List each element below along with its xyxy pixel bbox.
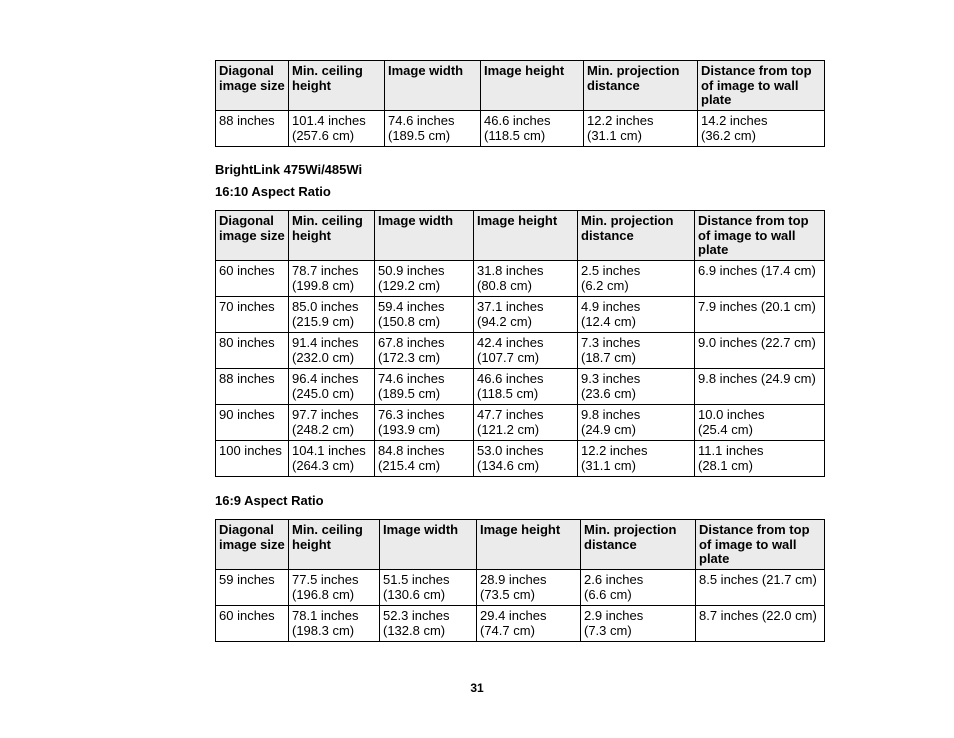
cell-text: (94.2 cm)	[477, 313, 532, 329]
table-header-row	[216, 61, 825, 111]
cell-text: (36.2 cm)	[701, 127, 756, 143]
cell-text: 51.5 inches	[383, 572, 450, 587]
header-min-projection-distance: Min. projection distance	[578, 211, 695, 261]
cell-text: 78.1 inches	[292, 608, 359, 623]
cell-text: 88 inches	[219, 371, 275, 386]
cell-text: 46.6 inches	[477, 371, 544, 386]
cell-text: 14.2 inches	[701, 113, 768, 128]
table-cell	[289, 441, 375, 477]
cell-text: 52.3 inches	[383, 608, 450, 623]
table-cell	[584, 111, 698, 147]
table-cell	[216, 333, 289, 369]
table-cell	[578, 405, 695, 441]
section-title-16-9: 16:9 Aspect Ratio	[215, 493, 324, 508]
table-cell	[474, 405, 578, 441]
table-cell	[695, 405, 825, 441]
table-cell	[375, 333, 474, 369]
table-row	[216, 405, 825, 441]
cell-text: 2.9 inches	[584, 608, 644, 623]
table-cell	[578, 297, 695, 333]
cell-text: (31.1 cm)	[581, 457, 636, 473]
table-cell	[375, 297, 474, 333]
cell-text: (134.6 cm)	[477, 457, 540, 473]
table-cell	[289, 570, 380, 606]
cell-text: (28.1 cm)	[698, 457, 753, 473]
header-distance-to-wall-plate: Distance from top of image to wall plate	[698, 61, 825, 111]
table-cell	[375, 405, 474, 441]
cell-text: 100 inches	[219, 443, 282, 458]
cell-text: 7.3 inches	[581, 335, 641, 350]
cell-text: 12.2 inches	[581, 443, 648, 458]
cell-text: 97.7 inches	[292, 407, 359, 422]
table-cell	[289, 333, 375, 369]
model-heading: BrightLink 475Wi/485Wi	[215, 162, 363, 177]
cell-text: 10.0 inches	[698, 407, 765, 422]
cell-text: (172.3 cm)	[378, 349, 441, 365]
table-cell	[581, 606, 696, 642]
cell-text: 7.9 inches (20.1 cm)	[698, 299, 816, 314]
cell-text: 91.4 inches	[292, 335, 359, 350]
cell-text: 28.9 inches	[480, 572, 547, 587]
table-cell	[216, 570, 289, 606]
table-cell	[696, 570, 825, 606]
header-diagonal-image-size: Diagonal image size	[216, 61, 289, 111]
cell-text: 59 inches	[219, 572, 275, 587]
cell-text: 74.6 inches	[388, 113, 455, 128]
cell-text: (80.8 cm)	[477, 277, 532, 293]
header-image-width: Image width	[385, 61, 481, 111]
table-cell	[481, 111, 584, 147]
table-cell	[474, 261, 578, 297]
cell-text: 31.8 inches	[477, 263, 544, 278]
throw-distance-table-16-9	[215, 519, 825, 642]
table-header-row	[216, 211, 825, 261]
table-cell	[474, 333, 578, 369]
table-cell	[695, 333, 825, 369]
cell-text: 74.6 inches	[378, 371, 445, 386]
header-image-width: Image width	[375, 211, 474, 261]
table-row	[216, 441, 825, 477]
table-cell	[375, 261, 474, 297]
header-min-ceiling-height: Min. ceiling height	[289, 520, 380, 570]
cell-text: (73.5 cm)	[480, 586, 535, 602]
cell-text: (18.7 cm)	[581, 349, 636, 365]
header-min-ceiling-height: Min. ceiling height	[289, 61, 385, 111]
cell-text: 9.3 inches	[581, 371, 641, 386]
cell-text: (23.6 cm)	[581, 385, 636, 401]
cell-text: (248.2 cm)	[292, 421, 355, 437]
cell-text: (6.6 cm)	[584, 586, 632, 602]
table-cell	[216, 606, 289, 642]
header-min-ceiling-height: Min. ceiling height	[289, 211, 375, 261]
cell-text: 9.0 inches (22.7 cm)	[698, 335, 816, 350]
cell-text: (150.8 cm)	[378, 313, 441, 329]
section-title-16-10: 16:10 Aspect Ratio	[215, 184, 331, 199]
table-cell	[698, 111, 825, 147]
table-cell	[385, 111, 481, 147]
table-cell	[375, 369, 474, 405]
cell-text: 76.3 inches	[378, 407, 445, 422]
throw-distance-table-16-10	[215, 210, 825, 477]
cell-text: 77.5 inches	[292, 572, 359, 587]
cell-text: (121.2 cm)	[477, 421, 540, 437]
table-cell	[289, 111, 385, 147]
table-cell	[289, 405, 375, 441]
table-cell	[474, 297, 578, 333]
table-cell	[696, 606, 825, 642]
cell-text: 46.6 inches	[484, 113, 551, 128]
cell-text: (107.7 cm)	[477, 349, 540, 365]
cell-text: 37.1 inches	[477, 299, 544, 314]
table-cell	[695, 261, 825, 297]
cell-text: 8.7 inches (22.0 cm)	[699, 608, 817, 623]
cell-text: 9.8 inches	[581, 407, 641, 422]
cell-text: (24.9 cm)	[581, 421, 636, 437]
table-cell	[578, 441, 695, 477]
cell-text: 78.7 inches	[292, 263, 359, 278]
table-row	[216, 606, 825, 642]
header-diagonal-image-size: Diagonal image size	[216, 520, 289, 570]
header-min-projection-distance: Min. projection distance	[584, 61, 698, 111]
table-cell	[477, 570, 581, 606]
cell-text: (215.4 cm)	[378, 457, 441, 473]
header-image-height: Image height	[474, 211, 578, 261]
cell-text: (215.9 cm)	[292, 313, 355, 329]
cell-text: (118.5 cm)	[484, 127, 546, 143]
table-cell	[695, 297, 825, 333]
cell-text: (232.0 cm)	[292, 349, 355, 365]
table-row	[216, 261, 825, 297]
cell-text: 12.2 inches	[587, 113, 654, 128]
table-cell	[474, 369, 578, 405]
cell-text: (6.2 cm)	[581, 277, 629, 293]
cell-text: (130.6 cm)	[383, 586, 446, 602]
cell-text: (189.5 cm)	[378, 385, 441, 401]
cell-text: 4.9 inches	[581, 299, 641, 314]
table-cell	[216, 441, 289, 477]
cell-text: 53.0 inches	[477, 443, 544, 458]
cell-text: 88 inches	[219, 113, 275, 128]
table-cell	[578, 261, 695, 297]
cell-text: 70 inches	[219, 299, 275, 314]
page-number: 31	[470, 681, 484, 695]
table-cell	[216, 405, 289, 441]
cell-text: 60 inches	[219, 263, 275, 278]
table-cell	[289, 297, 375, 333]
table-cell	[216, 111, 289, 147]
table-cell	[380, 570, 477, 606]
header-distance-to-wall-plate: Distance from top of image to wall plate	[695, 211, 825, 261]
cell-text: 84.8 inches	[378, 443, 445, 458]
table-row	[216, 333, 825, 369]
table-cell	[216, 261, 289, 297]
throw-distance-table-continued	[215, 60, 825, 147]
header-image-height: Image height	[477, 520, 581, 570]
table-row	[216, 570, 825, 606]
table-cell	[695, 369, 825, 405]
cell-text: (245.0 cm)	[292, 385, 355, 401]
cell-text: 59.4 inches	[378, 299, 445, 314]
cell-text: (25.4 cm)	[698, 421, 753, 437]
cell-text: (198.3 cm)	[292, 622, 355, 638]
header-min-projection-distance: Min. projection distance	[581, 520, 696, 570]
cell-text: 42.4 inches	[477, 335, 544, 350]
cell-text: (257.6 cm)	[292, 127, 355, 143]
table-header-row	[216, 520, 825, 570]
table-cell	[289, 606, 380, 642]
table-cell	[695, 441, 825, 477]
cell-text: (31.1 cm)	[587, 127, 642, 143]
cell-text: 2.6 inches	[584, 572, 644, 587]
cell-text: 60 inches	[219, 608, 275, 623]
cell-text: 67.8 inches	[378, 335, 445, 350]
cell-text: (7.3 cm)	[584, 622, 632, 638]
cell-text: 80 inches	[219, 335, 275, 350]
cell-text: (118.5 cm)	[477, 385, 539, 401]
cell-text: (189.5 cm)	[388, 127, 451, 143]
header-image-height: Image height	[481, 61, 584, 111]
cell-text: 9.8 inches (24.9 cm)	[698, 371, 816, 386]
cell-text: 104.1 inches	[292, 443, 366, 458]
header-diagonal-image-size: Diagonal image size	[216, 211, 289, 261]
table-cell	[216, 297, 289, 333]
header-image-width: Image width	[380, 520, 477, 570]
table-cell	[380, 606, 477, 642]
header-distance-to-wall-plate: Distance from top of image to wall plate	[696, 520, 825, 570]
cell-text: (129.2 cm)	[378, 277, 441, 293]
cell-text: (264.3 cm)	[292, 457, 355, 473]
table-row	[216, 111, 825, 147]
table-cell	[289, 261, 375, 297]
table-cell	[581, 570, 696, 606]
table-cell	[578, 333, 695, 369]
cell-text: 47.7 inches	[477, 407, 544, 422]
cell-text: 2.5 inches	[581, 263, 641, 278]
cell-text: 29.4 inches	[480, 608, 547, 623]
cell-text: 11.1 inches	[698, 443, 764, 458]
cell-text: (196.8 cm)	[292, 586, 355, 602]
table-cell	[375, 441, 474, 477]
cell-text: 96.4 inches	[292, 371, 359, 386]
cell-text: 8.5 inches (21.7 cm)	[699, 572, 817, 587]
table-cell	[578, 369, 695, 405]
cell-text: (193.9 cm)	[378, 421, 441, 437]
table-cell	[289, 369, 375, 405]
cell-text: 101.4 inches	[292, 113, 366, 128]
table-cell	[216, 369, 289, 405]
table-cell	[474, 441, 578, 477]
cell-text: (12.4 cm)	[581, 313, 636, 329]
cell-text: (74.7 cm)	[480, 622, 535, 638]
cell-text: (199.8 cm)	[292, 277, 355, 293]
cell-text: (132.8 cm)	[383, 622, 446, 638]
cell-text: 85.0 inches	[292, 299, 359, 314]
cell-text: 50.9 inches	[378, 263, 445, 278]
table-cell	[477, 606, 581, 642]
table-row	[216, 369, 825, 405]
cell-text: 6.9 inches (17.4 cm)	[698, 263, 816, 278]
cell-text: 90 inches	[219, 407, 275, 422]
table-row	[216, 297, 825, 333]
